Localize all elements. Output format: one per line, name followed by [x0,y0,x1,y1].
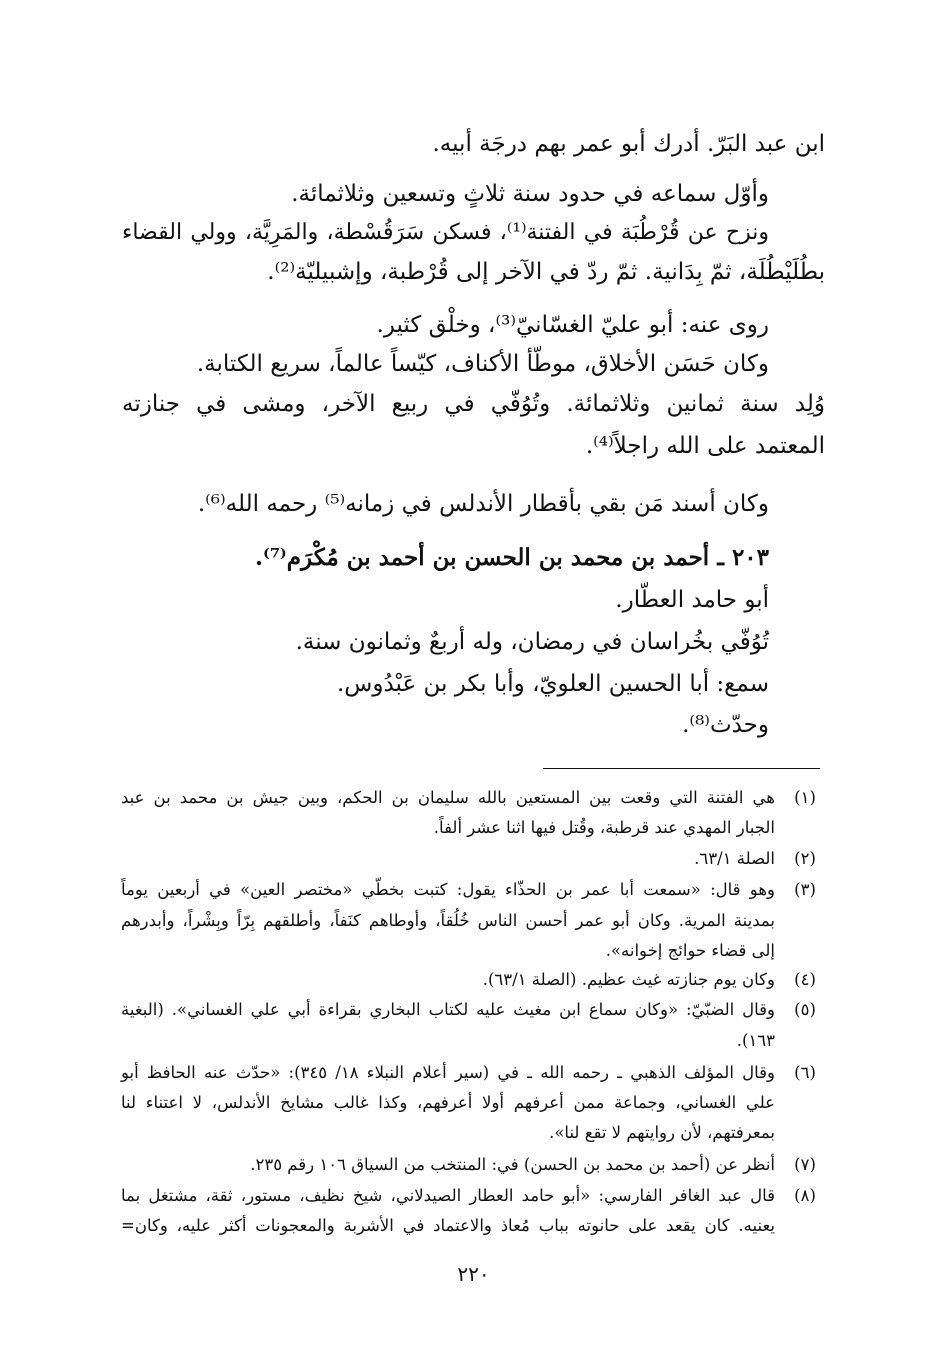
footnote-line: وكان يوم جنازته غيث عظيم. (الصلة ٦٣/١). [482,970,775,989]
entry-heading: ٢٠٣ ـ أحمد بن محمد بن الحسن بن أحمد بن مُكْرَم⁽⁷⁾. [254,544,769,571]
footnote-line: يعنيه. كان يقعد على حانوته بباب مُعاذ والاعتماد في الأشربة والمعجونات أكثر عليه، وكان= [121,1216,775,1235]
text-line: سمع: أبا الحسين العلويّ، وأبا بكر بن عَبْدُوس. [336,671,769,697]
footnote-line: الجبار المهدي عند قرطبة، وقُتل فيها اثنا عشر ألفاً. [433,818,775,837]
text-line: ابن عبد البَرّ. أدرك أبو عمر بهم درجَة أبيه. [432,131,825,157]
footnote-number: (٦) [794,1063,816,1082]
footnote-number: (٣) [794,880,816,899]
text-line: وكان حَسَن الأخلاق، موطّأ الأكناف، كيّساً عالماً، سريع الكتابة. [196,351,769,377]
footnote-line: وقال المؤلف الذهبي ـ رحمه الله ـ في (سير أعلام النبلاء ١٨/ ٣٤٥): «حدّث عنه الحافظ أبو [121,1063,775,1082]
footnote-line: إلى قضاء حوائج إخوانه». [605,941,775,960]
footnote-line: الصلة ٦٣/١. [694,849,775,868]
footnote-line: أنظر عن (أحمد بن محمد بن الحسن) في: المنتخب من السياق ١٠٦ رقم ٢٣٥. [250,1155,775,1174]
footnote-line: هي الفتنة التي وقعت بين المستعين بالله سليمان بن الحكم، وبين جيش بن محمد بن عبد [121,788,775,807]
footnote-line: علي الغساني، وجماعة ممن أعرفهم أولا أعرفهم، وكذا غالب مشايخ الأندلس، لا اعتناء لنا [121,1093,775,1112]
footnote-line: بمعرفتهم، لأن روايتهم لا تقع لنا». [549,1123,775,1142]
footnote-separator [543,768,820,769]
footnote-number: (٨) [794,1186,816,1205]
footnote-number: (٧) [794,1155,816,1174]
footnote-number: (١) [794,788,816,807]
text-line: ونزح عن قُرْطُبَة في الفتنة⁽¹⁾، فسكن سَرَقُسْطة، والمَرِيَّة، وولي القضاء [122,220,770,245]
footnote-number: (٤) [794,970,816,989]
footnote-number: (٥) [794,1000,816,1019]
text-line: بطُلَيْطُلَة، ثمّ بِدَانية. ثمّ ردّ في الآخر إلى قُرْطبة، وإشبيليّة⁽²⁾. [267,259,825,285]
footnote-line: وهو قال: «سمعت أبا عمر بن الحذّاء يقول: كتبت بخطّي «مختصر العين» في أربعين يوماً [121,880,775,899]
footnote-line: وقال الضبّيّ: «وكان سماع ابن مغيث عليه لكتاب البخاري بقراءة أبي علي الغساني». (البغية [121,1000,775,1019]
text-line: وُلِد سنة ثمانين وثلاثمائة. وتُوُفّي في ربيع الآخر، ومشى في جنازته [122,391,825,417]
text-line: وحدّث⁽⁸⁾. [682,712,769,738]
footnote-number: (٢) [794,849,816,868]
text-line: تُوُفّي بخُراسان في رمضان، وله أربعٌ وثمانون سنة. [295,629,769,655]
text-line: روى عنه: أبو عليّ الغسّانيّ⁽³⁾، وخلْق كثير. [376,312,769,338]
text-line: المعتمد على الله راجلاً⁽⁴⁾. [585,433,825,459]
text-line: أبو حامد العطّار. [615,587,769,613]
text-line: وكان أسند مَن بقي بأقطار الأندلس في زمانه⁽⁵⁾ رحمه الله⁽⁶⁾. [197,491,769,517]
page-number: ٢٢٠ [457,1262,490,1286]
footnote-line: بمدينة المرية. وكان أبو عمر أحسن الناس خُلُقاً، وأوطاهم كنَفاً، وأطلقهم بِرّاً وبِشْراً، وأبدرهم [121,911,775,930]
text-line: وأوّل سماعه في حدود سنة ثلاثٍ وتسعين وثلاثمائة. [291,181,769,207]
footnote-line: ١٦٣). [736,1031,775,1050]
footnote-line: قال عبد الغافر الفارسي: «أبو حامد العطار الصيدلاني، شيخ نظيف، مستور، ثقة، مشتغل بما [121,1186,775,1205]
